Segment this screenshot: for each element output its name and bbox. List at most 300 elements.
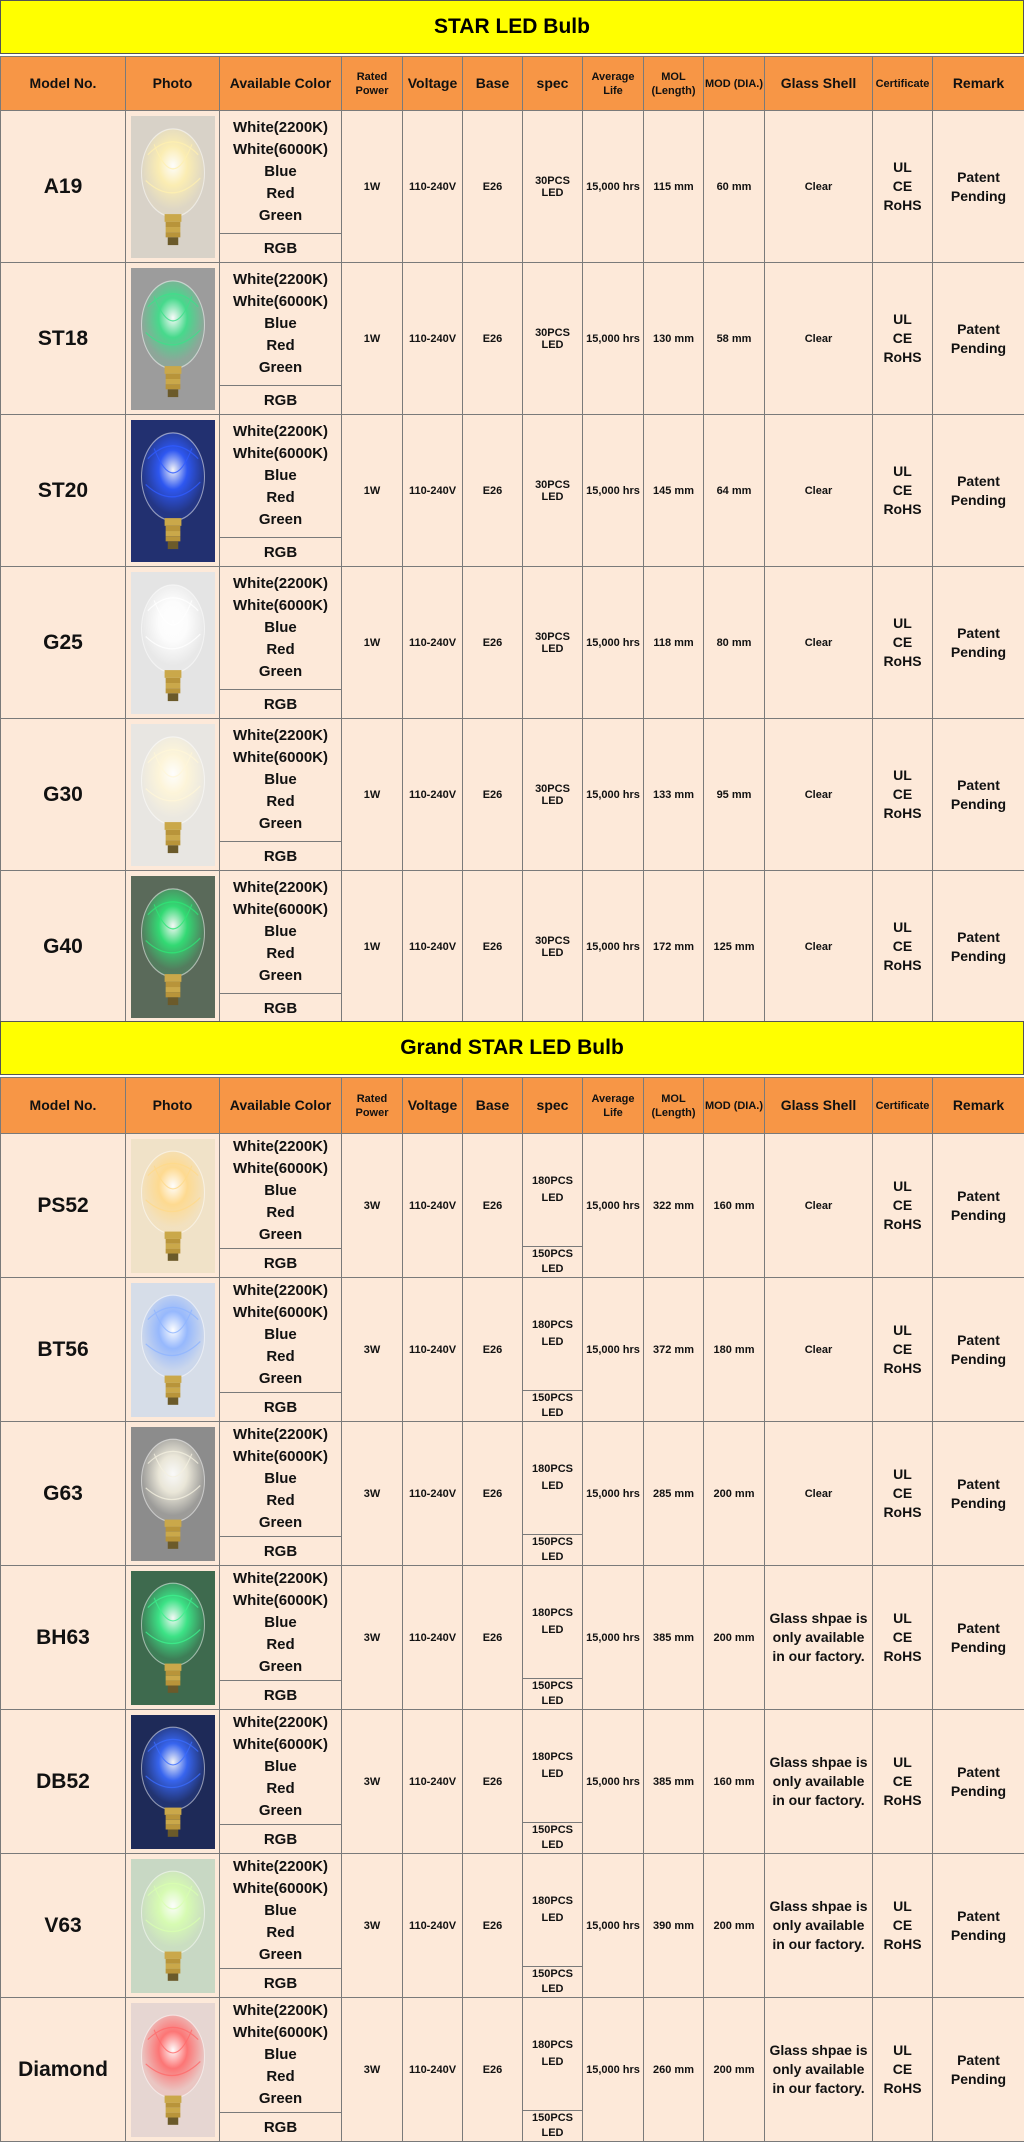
color-option: Green (220, 1368, 341, 1390)
certificate-item: CE (873, 2060, 932, 2079)
rgb-option: RGB (220, 385, 341, 414)
spec-secondary: 150PCS LED (523, 1246, 582, 1277)
color-option: White(6000K) (220, 2022, 341, 2044)
spec-primary: 180PCS LED (523, 1566, 582, 1678)
average-life: 15,000 hrs (583, 415, 644, 567)
rgb-option: RGB (220, 2112, 341, 2141)
model-number: A19 (1, 111, 126, 263)
remark: Patent Pending (933, 111, 1024, 263)
certificate-item: UL (873, 2041, 932, 2060)
certificate-item: UL (873, 1321, 932, 1340)
certificate-item: RoHS (873, 500, 932, 519)
color-option: Green (220, 357, 341, 379)
color-option: White(6000K) (220, 1158, 341, 1180)
header-row (1, 1078, 1024, 1134)
section-title: Grand STAR LED Bulb (0, 1021, 1024, 1075)
certificates (873, 415, 933, 567)
column-header: Model No. (1, 57, 126, 111)
product-photo (126, 1710, 220, 1854)
certificate-item: CE (873, 1196, 932, 1215)
available-colors (220, 1134, 342, 1278)
color-option: White(2200K) (220, 2000, 341, 2022)
voltage: 110-240V (403, 415, 463, 567)
color-option: Red (220, 1490, 341, 1512)
color-list (220, 1134, 341, 1248)
mod-diameter: 200 mm (704, 1854, 765, 1998)
spec-secondary: 150PCS LED (523, 1678, 582, 1709)
color-option: Red (220, 791, 341, 813)
color-option: White(6000K) (220, 443, 341, 465)
spec-primary: 180PCS LED (523, 1998, 582, 2110)
spec (523, 1854, 583, 1998)
average-life: 15,000 hrs (583, 1422, 644, 1566)
table-row (1, 1566, 1024, 1710)
remark: Patent Pending (933, 719, 1024, 871)
average-life: 15,000 hrs (583, 1710, 644, 1854)
column-header: Available Color (220, 57, 342, 111)
color-option: White(2200K) (220, 1280, 341, 1302)
model-number: PS52 (1, 1134, 126, 1278)
model-number: DB52 (1, 1710, 126, 1854)
glass-shell: Clear (765, 111, 873, 263)
color-option: White(2200K) (220, 725, 341, 747)
color-option: White(2200K) (220, 269, 341, 291)
voltage: 110-240V (403, 1134, 463, 1278)
color-option: Blue (220, 313, 341, 335)
certificate-item: RoHS (873, 1935, 932, 1954)
product-photo (126, 719, 220, 871)
mol-length: 322 mm (644, 1134, 704, 1278)
color-option: White(2200K) (220, 1712, 341, 1734)
certificate-item: RoHS (873, 1503, 932, 1522)
color-option: Red (220, 1202, 341, 1224)
spec (523, 1998, 583, 2142)
voltage: 110-240V (403, 719, 463, 871)
rgb-option: RGB (220, 537, 341, 566)
remark: Patent Pending (933, 1998, 1024, 2142)
mod-diameter: 160 mm (704, 1134, 765, 1278)
mod-diameter: 95 mm (704, 719, 765, 871)
color-option: Red (220, 943, 341, 965)
color-option: Green (220, 1800, 341, 1822)
base-type: E26 (463, 263, 523, 415)
color-option: White(6000K) (220, 1878, 341, 1900)
color-list (220, 111, 341, 233)
certificates (873, 1566, 933, 1710)
certificate-item: CE (873, 1772, 932, 1791)
certificate-item: UL (873, 918, 932, 937)
product-photo (126, 871, 220, 1023)
color-option: White(2200K) (220, 421, 341, 443)
average-life: 15,000 hrs (583, 1278, 644, 1422)
remark: Patent Pending (933, 1710, 1024, 1854)
certificates (873, 1134, 933, 1278)
color-option: White(6000K) (220, 1302, 341, 1324)
model-number: G40 (1, 871, 126, 1023)
table-row (1, 1422, 1024, 1566)
table-row (1, 1854, 1024, 1998)
color-option: White(2200K) (220, 877, 341, 899)
average-life: 15,000 hrs (583, 1854, 644, 1998)
certificate-item: UL (873, 766, 932, 785)
table-row (1, 1998, 1024, 2142)
remark: Patent Pending (933, 1566, 1024, 1710)
color-option: Green (220, 2088, 341, 2110)
glass-shell: Glass shpae is only available in our factory. (765, 1998, 873, 2142)
column-header: Voltage (403, 1078, 463, 1134)
available-colors (220, 1566, 342, 1710)
color-option: Red (220, 2066, 341, 2088)
rgb-option: RGB (220, 993, 341, 1022)
spec-primary: 180PCS LED (523, 1854, 582, 1966)
bulb-photo-icon (131, 1715, 215, 1849)
color-option: Green (220, 509, 341, 531)
color-option: Blue (220, 1612, 341, 1634)
remark: Patent Pending (933, 263, 1024, 415)
spec (523, 1566, 583, 1710)
glass-shell: Clear (765, 567, 873, 719)
spec: 30PCS LED (523, 719, 583, 871)
bulb-photo-icon (131, 1283, 215, 1417)
table-row (1, 1710, 1024, 1854)
base-type: E26 (463, 1998, 523, 2142)
color-option: Green (220, 965, 341, 987)
base-type: E26 (463, 1710, 523, 1854)
column-header: Average Life (583, 1078, 644, 1134)
spec-primary: 180PCS LED (523, 1134, 582, 1246)
model-number: G25 (1, 567, 126, 719)
remark: Patent Pending (933, 415, 1024, 567)
spec (523, 1134, 583, 1278)
color-list (220, 719, 341, 841)
model-number: ST18 (1, 263, 126, 415)
certificate-item: UL (873, 1753, 932, 1772)
base-type: E26 (463, 1278, 523, 1422)
color-option: White(2200K) (220, 1856, 341, 1878)
color-option: White(6000K) (220, 291, 341, 313)
spec (523, 1710, 583, 1854)
available-colors (220, 871, 342, 1023)
certificates (873, 1422, 933, 1566)
rated-power: 3W (342, 1566, 403, 1710)
column-header: Voltage (403, 57, 463, 111)
spec: 30PCS LED (523, 111, 583, 263)
color-option: Blue (220, 1468, 341, 1490)
glass-shell: Clear (765, 1422, 873, 1566)
column-header: spec (523, 1078, 583, 1134)
certificates (873, 719, 933, 871)
mol-length: 285 mm (644, 1422, 704, 1566)
rgb-option: RGB (220, 1680, 341, 1709)
voltage: 110-240V (403, 567, 463, 719)
table-row (1, 871, 1024, 1023)
certificate-item: CE (873, 177, 932, 196)
mod-diameter: 180 mm (704, 1278, 765, 1422)
certificates (873, 1710, 933, 1854)
base-type: E26 (463, 871, 523, 1023)
mod-diameter: 200 mm (704, 1566, 765, 1710)
bulb-photo-icon (131, 724, 215, 866)
color-option: Green (220, 1656, 341, 1678)
color-list (220, 263, 341, 385)
color-option: Green (220, 1224, 341, 1246)
spec: 30PCS LED (523, 567, 583, 719)
color-list (220, 1278, 341, 1392)
voltage: 110-240V (403, 1422, 463, 1566)
color-option: Red (220, 639, 341, 661)
glass-shell: Clear (765, 1278, 873, 1422)
spec (523, 1278, 583, 1422)
base-type: E26 (463, 1134, 523, 1278)
average-life: 15,000 hrs (583, 719, 644, 871)
color-option: Blue (220, 1756, 341, 1778)
color-option: White(2200K) (220, 1568, 341, 1590)
certificate-item: RoHS (873, 1215, 932, 1234)
bulb-photo-icon (131, 116, 215, 258)
color-list (220, 567, 341, 689)
glass-shell: Clear (765, 1134, 873, 1278)
spec-secondary: 150PCS LED (523, 1822, 582, 1853)
table-row (1, 415, 1024, 567)
color-option: Red (220, 1634, 341, 1656)
mol-length: 260 mm (644, 1998, 704, 2142)
available-colors (220, 567, 342, 719)
certificates (873, 111, 933, 263)
glass-shell: Glass shpae is only available in our factory. (765, 1710, 873, 1854)
column-header: Rated Power (342, 57, 403, 111)
rated-power: 3W (342, 1278, 403, 1422)
base-type: E26 (463, 1422, 523, 1566)
product-photo (126, 1566, 220, 1710)
mol-length: 372 mm (644, 1278, 704, 1422)
mol-length: 145 mm (644, 415, 704, 567)
column-header: MOL (Length) (644, 57, 704, 111)
color-option: Red (220, 1346, 341, 1368)
table-row (1, 567, 1024, 719)
model-number: BT56 (1, 1278, 126, 1422)
product-photo (126, 1854, 220, 1998)
color-option: Green (220, 813, 341, 835)
certificate-item: CE (873, 1484, 932, 1503)
column-header: spec (523, 57, 583, 111)
color-option: White(6000K) (220, 595, 341, 617)
color-option: Blue (220, 769, 341, 791)
color-list (220, 1998, 341, 2112)
color-list (220, 1566, 341, 1680)
base-type: E26 (463, 1566, 523, 1710)
mol-length: 172 mm (644, 871, 704, 1023)
rated-power: 1W (342, 567, 403, 719)
rated-power: 1W (342, 263, 403, 415)
column-header: Model No. (1, 1078, 126, 1134)
base-type: E26 (463, 567, 523, 719)
rated-power: 3W (342, 1998, 403, 2142)
rated-power: 3W (342, 1134, 403, 1278)
certificate-item: CE (873, 481, 932, 500)
column-header: MOD (DIA.) (704, 57, 765, 111)
certificate-item: CE (873, 329, 932, 348)
column-header: Certificate (873, 57, 933, 111)
color-list (220, 1854, 341, 1968)
available-colors (220, 1854, 342, 1998)
bulb-photo-icon (131, 268, 215, 410)
color-option: Red (220, 335, 341, 357)
column-header: Available Color (220, 1078, 342, 1134)
rated-power: 3W (342, 1422, 403, 1566)
remark: Patent Pending (933, 871, 1024, 1023)
base-type: E26 (463, 111, 523, 263)
available-colors (220, 719, 342, 871)
certificate-item: CE (873, 785, 932, 804)
color-option: White(2200K) (220, 117, 341, 139)
spec-primary: 180PCS LED (523, 1422, 582, 1534)
color-list (220, 1710, 341, 1824)
rgb-option: RGB (220, 1824, 341, 1853)
mod-diameter: 200 mm (704, 1998, 765, 2142)
color-option: White(2200K) (220, 573, 341, 595)
available-colors (220, 1422, 342, 1566)
bulb-photo-icon (131, 1139, 215, 1273)
certificate-item: CE (873, 1628, 932, 1647)
rgb-option: RGB (220, 689, 341, 718)
certificates (873, 871, 933, 1023)
average-life: 15,000 hrs (583, 111, 644, 263)
bulb-photo-icon (131, 420, 215, 562)
section-title: STAR LED Bulb (0, 0, 1024, 54)
product-photo (126, 1134, 220, 1278)
voltage: 110-240V (403, 1998, 463, 2142)
color-option: Blue (220, 1180, 341, 1202)
certificate-item: UL (873, 1609, 932, 1628)
rated-power: 3W (342, 1854, 403, 1998)
color-option: White(6000K) (220, 1734, 341, 1756)
certificates (873, 263, 933, 415)
product-photo (126, 1998, 220, 2142)
product-photo (126, 263, 220, 415)
column-header: Base (463, 57, 523, 111)
column-header: Certificate (873, 1078, 933, 1134)
spec-secondary: 150PCS LED (523, 1390, 582, 1421)
average-life: 15,000 hrs (583, 1998, 644, 2142)
column-header: Glass Shell (765, 1078, 873, 1134)
rated-power: 1W (342, 871, 403, 1023)
mod-diameter: 125 mm (704, 871, 765, 1023)
color-option: Blue (220, 465, 341, 487)
remark: Patent Pending (933, 567, 1024, 719)
table-row (1, 1134, 1024, 1278)
voltage: 110-240V (403, 1566, 463, 1710)
voltage: 110-240V (403, 871, 463, 1023)
rgb-option: RGB (220, 1536, 341, 1565)
certificate-item: RoHS (873, 196, 932, 215)
average-life: 15,000 hrs (583, 1134, 644, 1278)
certificate-item: UL (873, 1897, 932, 1916)
color-list (220, 415, 341, 537)
available-colors (220, 1710, 342, 1854)
bulb-photo-icon (131, 2003, 215, 2137)
average-life: 15,000 hrs (583, 263, 644, 415)
certificate-item: UL (873, 462, 932, 481)
bulb-photo-icon (131, 572, 215, 714)
certificate-item: RoHS (873, 1647, 932, 1666)
rgb-option: RGB (220, 1248, 341, 1277)
model-number: ST20 (1, 415, 126, 567)
certificates (873, 1278, 933, 1422)
rgb-option: RGB (220, 1392, 341, 1421)
certificates (873, 1854, 933, 1998)
glass-shell: Glass shpae is only available in our factory. (765, 1854, 873, 1998)
rated-power: 1W (342, 111, 403, 263)
voltage: 110-240V (403, 1278, 463, 1422)
rated-power: 1W (342, 415, 403, 567)
certificate-item: RoHS (873, 1791, 932, 1810)
available-colors (220, 263, 342, 415)
available-colors (220, 1278, 342, 1422)
color-option: Green (220, 661, 341, 683)
model-number: BH63 (1, 1566, 126, 1710)
header-row (1, 57, 1024, 111)
column-header: Photo (126, 57, 220, 111)
color-option: White(6000K) (220, 1590, 341, 1612)
glass-shell: Clear (765, 871, 873, 1023)
model-number: Diamond (1, 1998, 126, 2142)
base-type: E26 (463, 1854, 523, 1998)
mol-length: 130 mm (644, 263, 704, 415)
certificate-item: UL (873, 310, 932, 329)
certificates (873, 567, 933, 719)
table-row (1, 719, 1024, 871)
color-option: Blue (220, 2044, 341, 2066)
certificate-item: RoHS (873, 2079, 932, 2098)
color-option: White(6000K) (220, 747, 341, 769)
mol-length: 385 mm (644, 1710, 704, 1854)
color-option: White(2200K) (220, 1136, 341, 1158)
product-photo (126, 415, 220, 567)
product-photo (126, 1278, 220, 1422)
certificate-item: RoHS (873, 348, 932, 367)
certificate-item: RoHS (873, 956, 932, 975)
color-list (220, 1422, 341, 1536)
certificates (873, 1998, 933, 2142)
certificate-item: UL (873, 614, 932, 633)
spec: 30PCS LED (523, 415, 583, 567)
color-option: White(2200K) (220, 1424, 341, 1446)
voltage: 110-240V (403, 1710, 463, 1854)
product-photo (126, 111, 220, 263)
product-photo (126, 1422, 220, 1566)
color-option: Blue (220, 1324, 341, 1346)
certificate-item: CE (873, 1916, 932, 1935)
column-header: Rated Power (342, 1078, 403, 1134)
table-row (1, 263, 1024, 415)
column-header: Remark (933, 1078, 1024, 1134)
color-option: Green (220, 205, 341, 227)
model-number: G63 (1, 1422, 126, 1566)
column-header: MOL (Length) (644, 1078, 704, 1134)
base-type: E26 (463, 719, 523, 871)
remark: Patent Pending (933, 1278, 1024, 1422)
rgb-option: RGB (220, 233, 341, 262)
remark: Patent Pending (933, 1134, 1024, 1278)
base-type: E26 (463, 415, 523, 567)
remark: Patent Pending (933, 1854, 1024, 1998)
rated-power: 1W (342, 719, 403, 871)
bulb-photo-icon (131, 1427, 215, 1561)
mod-diameter: 64 mm (704, 415, 765, 567)
mol-length: 390 mm (644, 1854, 704, 1998)
glass-shell: Clear (765, 719, 873, 871)
available-colors (220, 111, 342, 263)
